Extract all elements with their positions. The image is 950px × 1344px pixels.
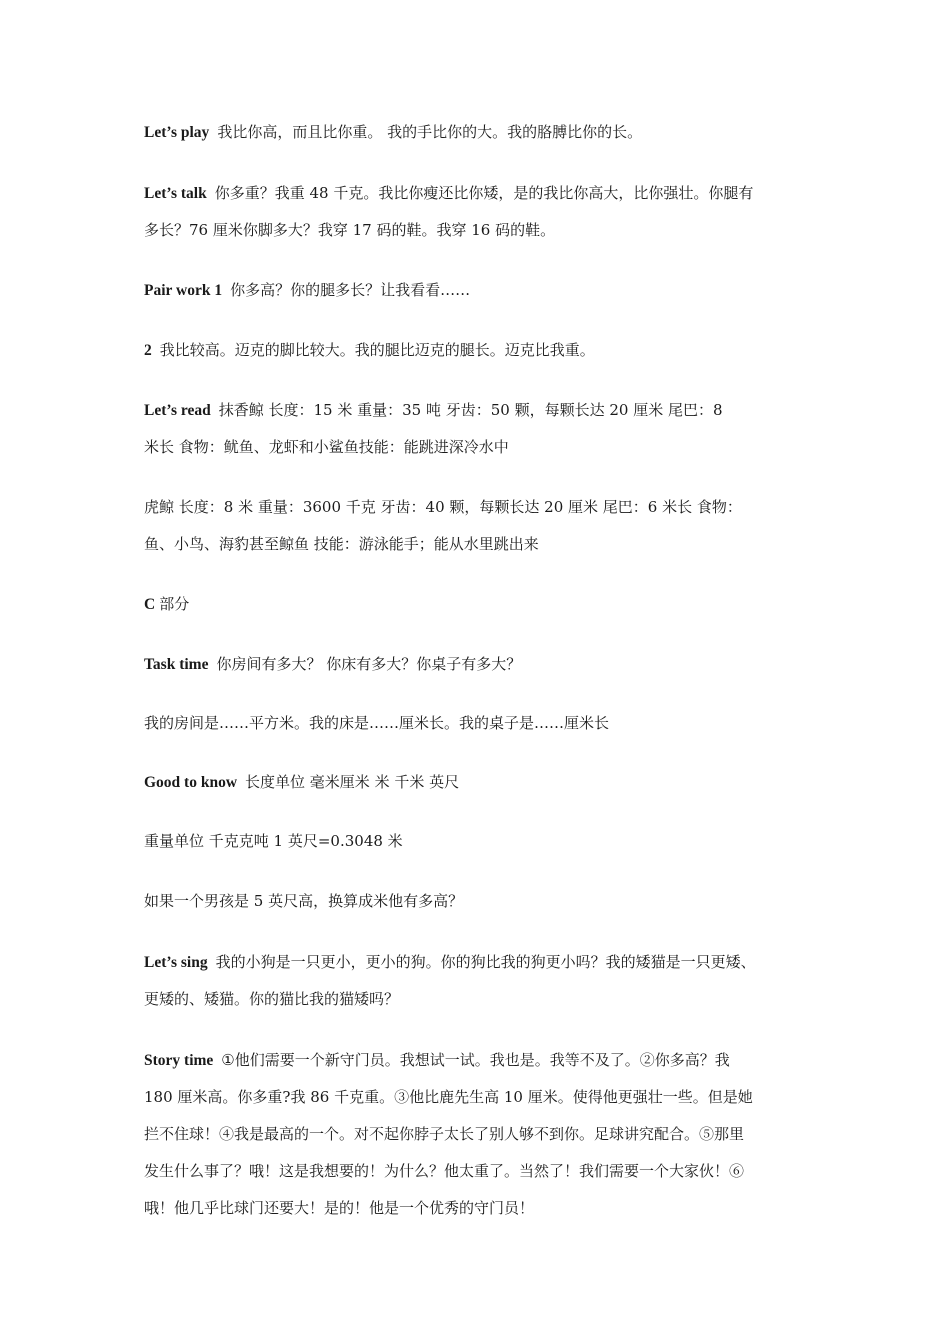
paragraph-line: 长度单位 毫米厘米 米 千米 英尺 <box>245 773 460 791</box>
paragraph-lets-read <box>144 392 814 466</box>
paragraph-line: 我比你高，而且比你重。 我的手比你的大。我的胳膊比你的长。 <box>217 123 643 141</box>
paragraph-killer-whale <box>144 489 814 563</box>
paragraph-line: 你房间有多大？ 你床有多大？你桌子有多大？ <box>216 655 522 673</box>
section-label: Pair work 1 <box>144 282 223 299</box>
section-label: Good to know <box>144 774 238 791</box>
paragraph-pair-work-1 <box>144 272 814 309</box>
section-label: 2 <box>144 342 152 359</box>
paragraph-lets-play <box>144 114 814 151</box>
paragraph-line: ①他们需要一个新守门员。我想试一试。我也是。我等不及了。②你多高？我 <box>221 1051 730 1069</box>
paragraph-line: 我的小狗是一只更小，更小的狗。你的狗比我的狗更小吗？我的矮猫是一只更矮、 <box>215 953 756 971</box>
paragraph-line: 鱼、小鸟、海豹甚至鲸鱼 技能：游泳能手；能从水里跳出来 <box>144 535 539 553</box>
paragraph-line: 拦不住球！④我是最高的一个。对不起你脖子太长了别人够不到你。足球讲究配合。⑤那里 <box>144 1125 745 1143</box>
section-label: Let’s talk <box>144 185 207 202</box>
paragraph-line: 你多高？你的腿多长？让我看看…… <box>230 281 471 299</box>
paragraph-line: 180 厘米高。你多重?我 86 千克重。③他比鹿先生高 10 厘米。使得他更强壮一些。但是她 <box>144 1088 753 1106</box>
paragraph-line: 哦！他几乎比球门还要大！是的！他是一个优秀的守门员！ <box>144 1199 535 1217</box>
section-label: Let’s read <box>144 402 211 419</box>
paragraph-pair-work-2 <box>144 332 814 369</box>
paragraph-question <box>144 883 814 920</box>
section-label: Story time <box>144 1052 214 1069</box>
paragraph-line: 你多重？我重 48 千克。我比你瘦还比你矮，是的我比你高大，比你强壮。你腿有 <box>214 184 754 202</box>
paragraph-line: 更矮的、矮猫。你的猫比我的猫矮吗？ <box>144 990 400 1008</box>
paragraph-line: 虎鲸 长度：8 米 重量：3600 千克 牙齿：40 颗，每颗长达 20 厘米 尾巴：6 米长 食物： <box>144 498 742 516</box>
section-label: C <box>144 596 156 613</box>
paragraph-line: 多长？76 厘米你脚多大？我穿 17 码的鞋。我穿 16 码的鞋。 <box>144 221 556 239</box>
paragraph-story-time <box>144 1042 814 1227</box>
section-label: Task time <box>144 656 209 673</box>
paragraph-line: 米长 食物：鱿鱼、龙虾和小鲨鱼技能：能跳进深冷水中 <box>144 438 509 456</box>
paragraph-line: 部分 <box>159 595 190 613</box>
paragraph-line: 如果一个男孩是 5 英尺高，换算成米他有多高？ <box>144 892 464 910</box>
paragraph-line: 抹香鲸 长度：15 米 重量：35 吨 牙齿：50 颗，每颗长达 20 厘米 尾巴：8 <box>218 401 723 419</box>
section-label: Let’s sing <box>144 954 208 971</box>
paragraph-part-c <box>144 586 814 623</box>
paragraph-line: 我比较高。迈克的脚比较大。我的腿比迈克的腿长。迈克比我重。 <box>159 341 595 359</box>
paragraph-weight-units <box>144 823 814 860</box>
paragraph-line: 重量单位 千克克吨 1 英尺=0.3048 米 <box>144 832 403 850</box>
paragraph-lets-talk <box>144 175 814 249</box>
paragraph-line: 我的房间是……平方米。我的床是……厘米长。我的桌子是……厘米长 <box>144 714 610 732</box>
paragraph-task-time <box>144 646 814 683</box>
paragraph-good-to-know <box>144 764 814 801</box>
paragraph-lets-sing <box>144 944 814 1018</box>
paragraph-task-answer <box>144 705 814 742</box>
section-label: Let’s play <box>144 124 210 141</box>
paragraph-line: 发生什么事了？哦！这是我想要的！为什么？他太重了。当然了！我们需要一个大家伙！⑥ <box>144 1162 745 1180</box>
